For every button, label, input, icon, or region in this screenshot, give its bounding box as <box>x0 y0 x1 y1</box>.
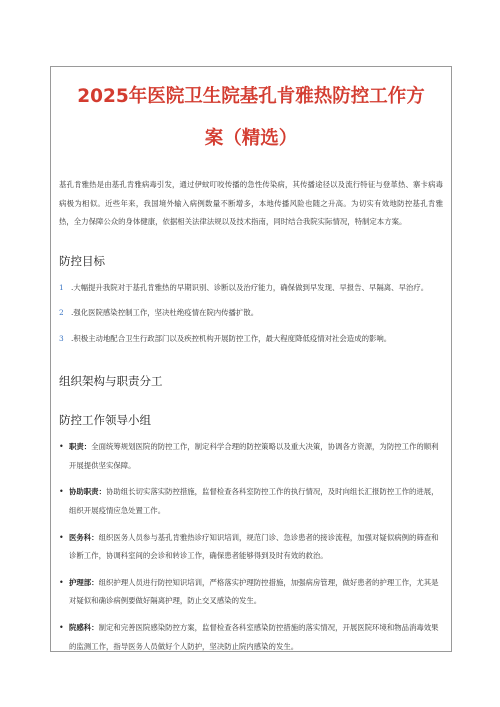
goals-list <box>59 280 443 348</box>
role-text: 组织医务人员参与基孔肯雅热诊疗知识培训，规范门诊、急诊患者的接诊流程，加强对疑似病例的筛查和诊断工作，协调科室间的会诊和转诊工作，确保患者能够得到及时有效的救治。 <box>69 532 439 561</box>
section-heading-leadership-group: 防控工作领导小组 <box>59 413 151 428</box>
bullet-icon: • <box>59 532 64 542</box>
role-name: 职责： <box>69 442 92 452</box>
role-text: 全面统筹规划医院的防控工作，制定科学合理的防控策略以及重大决策，协调各方资源，为防控工作的顺利开展提供坚实保障。 <box>69 442 439 470</box>
goal-item <box>59 305 443 322</box>
bullet-icon: • <box>59 442 64 452</box>
role-item <box>59 483 443 520</box>
role-text: 制定和完善医院感染防控方案，监督检查各科室感染防控措施的落实情况，开展医院环境和物品消毒效果的监测工作，指导医务人员做好个人防护，坚决防止院内感染的发生。 <box>69 623 439 651</box>
document-title <box>57 76 445 160</box>
goal-number: 1 <box>59 282 64 292</box>
document-frame <box>50 66 452 652</box>
section-heading-goals: 防控目标 <box>59 253 105 268</box>
role-name: 协助职责： <box>69 487 106 497</box>
role-name: 医务科： <box>69 532 99 542</box>
role-item <box>59 619 443 652</box>
goal-item <box>59 280 443 297</box>
role-text: 协助组长切实落实防控措施，监督检查各科室防控工作的执行情况，及时向组长汇报防控工作的进展，组织开展疫情应急处置工作。 <box>69 487 439 516</box>
section-heading-organization: 组织架构与职责分工 <box>59 374 163 389</box>
role-item <box>59 574 443 611</box>
role-text: 组织护理人员进行防控知识培训，严格落实护理防控措施，加强病房管理，做好患者的护理工作，尤其是对疑似和确诊病例要做好隔离护理，防止交叉感染的发生。 <box>69 577 439 606</box>
goal-text: .大幅提升我院对于基孔肯雅热的早期识别、诊断以及治疗能力，确保做到早发现、早报告、早隔离、早治疗。 <box>71 282 429 292</box>
bullet-icon: • <box>59 487 64 497</box>
goal-number: 2 <box>59 308 64 318</box>
bullet-icon: • <box>59 577 64 587</box>
role-item <box>59 529 443 566</box>
goal-number: 3 <box>59 333 64 343</box>
role-name: 院感科： <box>69 623 99 633</box>
goal-text: .强化医院感染控制工作，坚决杜绝疫情在院内传播扩散。 <box>71 308 259 318</box>
title-line-2: 案（精选） <box>204 128 298 149</box>
bullet-icon: • <box>59 623 64 633</box>
title-line-1: 2025年医院卫生院基孔肯雅热防控工作方 <box>77 86 425 107</box>
goal-item <box>59 331 443 348</box>
roles-list <box>59 438 443 652</box>
intro-paragraph: 基孔肯雅热是由基孔肯雅病毒引发，通过伊蚊叮咬传播的急性传染病，其传播途径以及流行特征与登革热、寨卡病毒病极为相似。近些年来，我国境外输入病例数量不断增多，本地传播风险也随之升高。为切实有效地防控基孔肯雅热，全力保障公众的身体健康，依据相关法律法规以及技术指南，同时结合我院实际情况，特制定本方案。 <box>59 180 443 227</box>
role-item <box>59 438 443 475</box>
goal-text: .积极主动地配合卫生行政部门以及疾控机构开展防控工作，最大程度降低疫情对社会造成的影响。 <box>71 333 392 343</box>
role-name: 护理部： <box>69 577 99 587</box>
